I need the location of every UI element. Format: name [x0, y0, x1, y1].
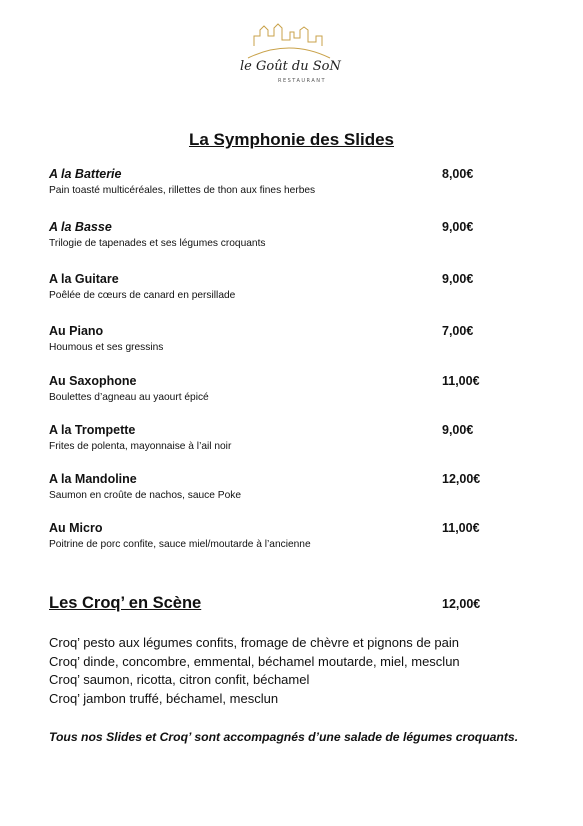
menu-item: [49, 422, 489, 454]
item-desc: Trilogie de tapenades et ses légumes croquants: [49, 238, 266, 249]
restaurant-logo: [234, 18, 344, 88]
item-price: 9,00€: [442, 423, 474, 437]
item-price: 9,00€: [442, 272, 474, 286]
logo-text: le Goût du SoN: [240, 59, 341, 74]
menu-item: [49, 373, 489, 405]
menu-item: [49, 520, 489, 552]
menu-item: [49, 219, 489, 251]
croq-line: Croq’ dinde, concombre, emmental, béchamel moutarde, miel, mesclun: [49, 653, 460, 669]
item-name: A la Guitare: [49, 272, 119, 286]
item-desc: Poitrine de porc confite, sauce miel/moutarde à l’ancienne: [49, 539, 311, 550]
item-name: A la Trompette: [49, 423, 136, 437]
item-name: Au Micro: [49, 521, 103, 535]
item-price: 7,00€: [442, 324, 474, 338]
section-price: 12,00€: [442, 597, 481, 611]
croq-line: Croq’ saumon, ricotta, citron confit, béchamel: [49, 672, 310, 687]
logo-subtitle: RESTAURANT: [278, 78, 327, 84]
item-name: A la Mandoline: [49, 472, 137, 486]
item-price: 8,00€: [442, 167, 474, 181]
menu-item: [49, 471, 489, 503]
section-title: Les Croq’ en Scène: [49, 594, 202, 612]
menu-item: [49, 271, 489, 303]
item-price: 11,00€: [442, 374, 480, 388]
menu-item: [49, 166, 489, 198]
item-name: A la Batterie: [49, 167, 122, 181]
footer-note: Tous nos Slides et Croq’ sont accompagnés d’une salade de légumes croquants.: [49, 730, 519, 744]
croq-line: Croq’ pesto aux légumes confits, fromage de chèvre et pignons de pain: [49, 635, 459, 650]
item-name: Au Piano: [49, 324, 104, 338]
item-price: 12,00€: [442, 472, 481, 486]
item-desc: Boulettes d’agneau au yaourt épicé: [49, 392, 209, 403]
item-desc: Frites de polenta, mayonnaise à l’ail noir: [49, 441, 232, 452]
item-desc: Saumon en croûte de nachos, sauce Poke: [49, 490, 241, 501]
item-price: 11,00€: [442, 521, 480, 535]
menu-item: [49, 323, 489, 355]
item-desc: Pain toasté multicéréales, rillettes de thon aux fines herbes: [49, 185, 316, 196]
item-name: Au Saxophone: [49, 374, 137, 388]
item-desc: Poêlée de cœurs de canard en persillade: [49, 290, 236, 301]
menu-title: La Symphonie des Slides: [188, 130, 394, 149]
croq-line: Croq’ jambon truffé, béchamel, mesclun: [49, 690, 279, 706]
item-name: A la Basse: [49, 220, 112, 234]
croq-list: [49, 634, 460, 708]
item-desc: Houmous et ses gressins: [49, 342, 164, 353]
item-price: 9,00€: [442, 220, 474, 234]
